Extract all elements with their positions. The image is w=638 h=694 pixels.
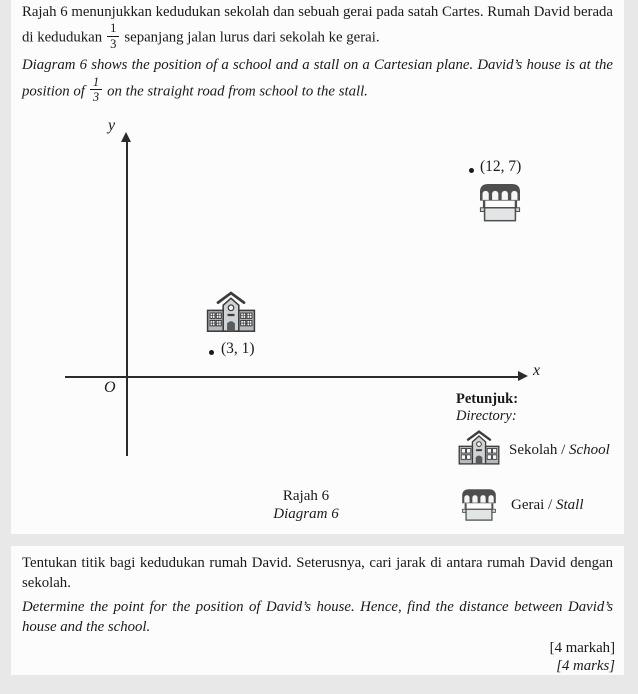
school-point-marker — [209, 350, 214, 355]
caption-malay: Rajah 6 — [282, 488, 330, 504]
marks-block — [11, 640, 615, 675]
fraction-numerator-en: 1 — [90, 75, 102, 90]
x-axis-label: x — [533, 362, 541, 379]
legend-stall-icon — [458, 484, 500, 524]
fraction-one-third-english — [90, 75, 102, 105]
intro-malay-after: sepanjang jalan lurus dari sekolah ke gerai. — [124, 29, 380, 46]
x-axis-arrowhead — [518, 371, 528, 381]
intro-malay-before: Rajah 6 menunjukkan kedudukan sekolah dan sebuah gerai pada satah Cartes. Rumah David berada di kedudukan — [22, 4, 613, 46]
fraction-one-third — [107, 21, 119, 51]
legend-school-icon — [457, 428, 501, 469]
school-point-label: (3, 1) — [221, 340, 255, 357]
fraction-denominator: 3 — [110, 36, 117, 51]
intro-english-before: Diagram 6 shows the position of a school and a stall on a Cartesian plane. David’s house is at the position of — [22, 57, 613, 99]
x-axis — [65, 376, 521, 378]
intro-english-after: on the straight road from school to the stall. — [107, 82, 368, 99]
legend-title-english: Directory: — [456, 408, 517, 424]
legend-stall-label-english: Stall — [555, 497, 584, 513]
legend-school-label-english: School — [569, 442, 610, 458]
marks-english: [4 marks] — [556, 657, 615, 674]
legend-school-label — [509, 442, 610, 459]
question-sheet — [11, 0, 624, 534]
y-axis-arrowhead — [121, 132, 131, 142]
caption-english: Diagram 6 — [273, 505, 339, 522]
diagram-caption — [221, 488, 391, 523]
legend-stall-label — [511, 497, 584, 514]
task-malay: Tentukan titik bagi kedudukan rumah David. Seterusnya, cari jarak di antara rumah David dengan sekolah. — [22, 555, 613, 591]
task-sheet — [11, 546, 624, 675]
stall-point-label: (12, 7) — [480, 158, 522, 175]
legend-school-label-malay: Sekolah / — [509, 442, 566, 458]
stall-point-marker — [469, 168, 474, 173]
stall-icon — [475, 179, 525, 224]
intro-english — [22, 55, 613, 106]
legend-stall-label-malay: Gerai / — [511, 497, 553, 513]
legend-title-malay: Petunjuk: — [456, 391, 519, 407]
fraction-denominator-en: 3 — [92, 90, 100, 105]
school-icon — [205, 289, 257, 337]
fraction-numerator: 1 — [107, 21, 119, 36]
origin-label: O — [104, 379, 116, 396]
y-axis — [126, 140, 128, 456]
y-axis-label: y — [108, 117, 116, 134]
intro-malay — [22, 2, 613, 53]
marks-malay: [4 markah] — [549, 640, 615, 657]
task-english: Determine the point for the position of David’s house. Hence, find the distance between David’s house and the school. — [22, 599, 613, 635]
